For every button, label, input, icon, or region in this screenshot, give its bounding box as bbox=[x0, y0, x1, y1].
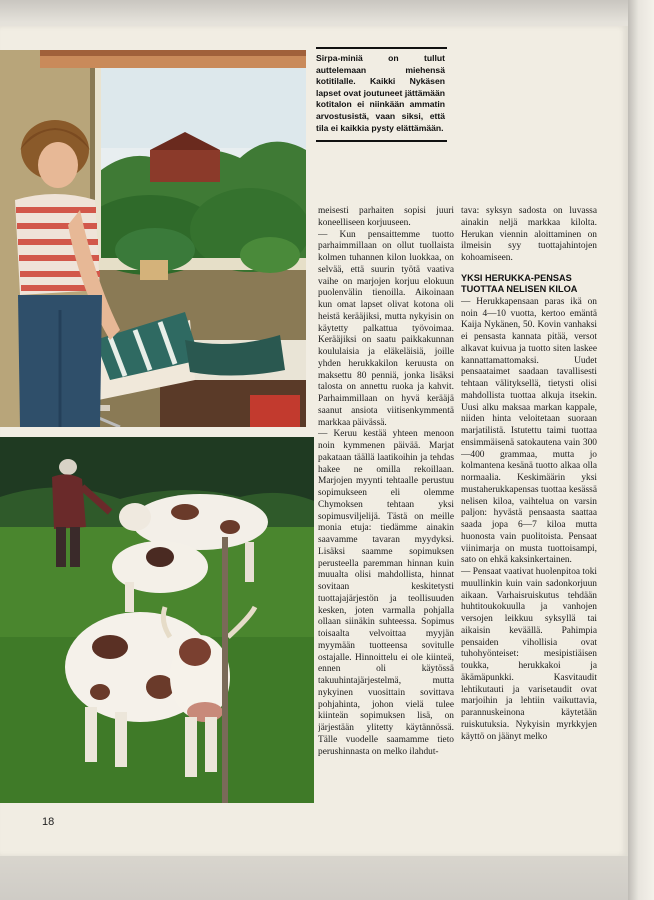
paragraph: — Herukkapensaan paras ikä on noin 4—10 vuotta, kertoo emäntä Kaija Nykänen, 50. Kovin vanhaksi ei pensasta kannata pitää, versot alkavat kuivua ja tuotto siten laskee kannattamattomaksi. Uudet pensaataimet saadaan tavallisesti tehtaan välityksellä, tietysti olisi mahdollista tuottaa alkuja itsekin. Uusi alku maksaa markan kappale, niiden hinta veloitetaan suoraan marjatilistä. Istutettu taimi tuottaa ensimmäisenä satokautena vain 300—400 grammaa, mutta jo kolmantena kesänä tuotto alkaa olla normaalia. Keskimäärin yksi mustaherukkapensas tuottaa kesässä nelisen kiloa, vaihtelua on varsin paljon: hyvästä pensaasta saattaa saada jopa 6—7 kiloa mutta huonosta vain puolitoista. Pensaat viinimarja on musta tuottoisampi, sato on ehkä kaksinkertainen. bbox=[461, 296, 597, 566]
page-edge bbox=[628, 0, 654, 900]
paragraph: — Keruu kestää yhteen menoon noin kymmenen päivää. Marjat pakataan täällä laatikoihin ja tehdas hakee ne omilla rekoillaan. Marjojen myynti tehtaalle perustuu sopimukseen eli olemme Chymoksen tehtaan yksi sopimusviljelijä. Tästä on meille monia etuja: tiedämme ainakin saavamme tavaran myydyksi. Lisäksi saamme sopimuksen perusteella paremman hinnan kuin muualta olisi mahdollista, hinnat sovitaan keskitetysti tuottajajärjestön ja teollisuuden kesken, joten varmalla pohjalla ollaan siinäkin suhteessa. Sopimus toisaalta velvoittaa myyjän myymään tuotteensa sovitulle ostajalle. Hinnoittelu ei ole kiinteä, ennen oli käytössä takuuhintajärjestelmä, mutta nykyinen vuosittain sovittava pohjahinta, johon vielä tulee kiinteän sopimuksen lisä, on järjestään ylitetty käytännössä. Tälle vuodelle saamamme tieto perushinnasta on melko ilahdut- bbox=[318, 429, 454, 757]
article-column-2 bbox=[461, 206, 597, 802]
paragraph: tava: syksyn sadosta on luvassa ainakin neljä markkaa kilolta. Herukan viennin aloittaminen on ilmeisin syy tuottajahintojen kohoamiseen. bbox=[461, 206, 597, 263]
paragraph: meisesti parhaiten sopisi juuri koneelliseen korjuuseen. bbox=[318, 206, 454, 228]
article-column-1 bbox=[318, 206, 454, 802]
photo-caption: Sirpa-miniä on tullut auttelemaan miehensä kotitilalle. Kaikki Nykäsen lapset ovat joutuneet jättämään kotitalon ei niinkään ammatin arvostusistä, vaan siksi, että tila ei kaikkia pysty elättämään. bbox=[316, 47, 447, 142]
photo-cows-in-field bbox=[0, 437, 314, 803]
section-heading: YKSI HERUKKA-PENSAS TUOTTAA NELISEN KILOA bbox=[461, 272, 578, 294]
photo-woman-ironing bbox=[0, 50, 306, 427]
paragraph: — Pensaat vaativat huolenpitoa toki muullinkin kuin vain sadonkorjuun aikaan. Varhaisruiskutus tehdään huhtitoukokuulla ja vanhojen versojen leikkuu syksyllä tai aikaisin keväällä. Pahimpia pensaiden vihollisia ovat tuhohyönteiset: mesipistiäisen toukka, herukkakoi ja äkämäpunkki. Kasvitaudit lehtikutauti ja varisetaudit ovat marjoihin ja lehtiin vaikuttavia, parannuskeinona käytetään ruiskutuksia. Nykyisin myrkkyjen käyttö on jäänyt melko bbox=[461, 567, 597, 742]
paragraph: — Kun pensaittemme tuotto parhaimmillaan on ollut tuollaista kolmen tuhannen kilon luokkaa, on selvää, että suurin työtä vaativa vaihe on marjojen korjuu elokuun puolenvälin tienoilla. Aikoinaan kun omat lapset olivat kotona oli heistä kerääjiksi, mutta nykyisin on käytetty palkattua työvoimaa. Kerääjiksi on saatu paikkakunnan koululaisia ja eläkeläisiä, joille yhden herukkakilon keruusta on maksettu 80 penniä, jonka lisäksi talosta on annettu ruoka ja kahvit. Parhaimmillaan on hyvä kerääjä saanut ansiota viitisenkymmentä markkaa päivässä. bbox=[318, 229, 454, 428]
page-number: 18 bbox=[42, 816, 55, 828]
